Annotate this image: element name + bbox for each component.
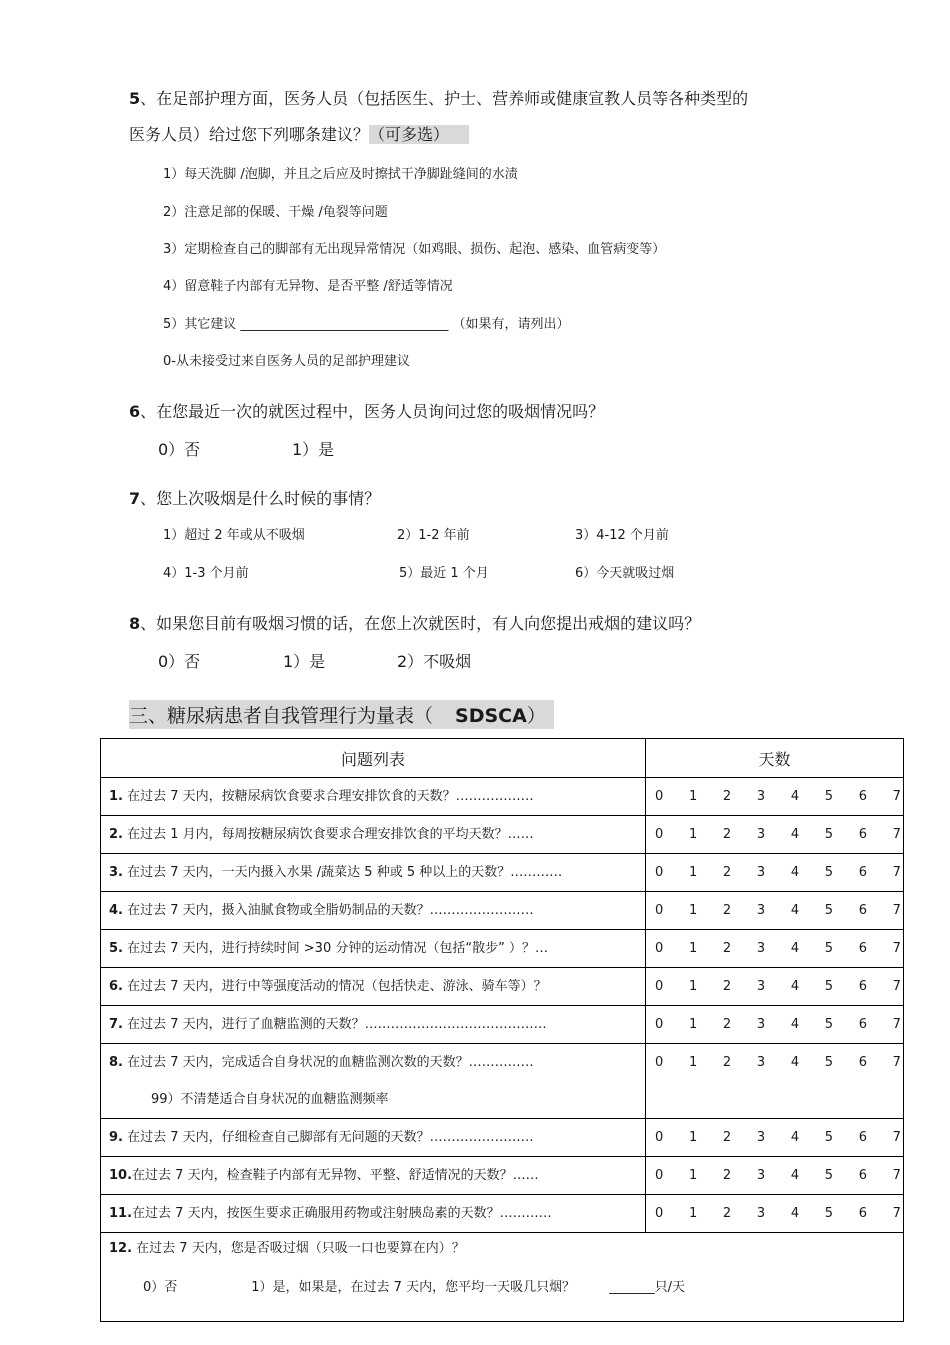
day-option-6[interactable]: 6 (858, 1017, 867, 1032)
q12-text: 在过去 7 天内，您是否吸过烟（只吸一口也要算在内）？ (132, 1241, 465, 1256)
q5-option-5[interactable]: 5）其它建议 ________________________________ （如果有，请列出） (163, 317, 570, 332)
day-option-0[interactable]: 0 (655, 1017, 664, 1032)
q8-option-1[interactable]: 1）是 (283, 652, 326, 671)
day-option-1[interactable]: 1 (688, 1055, 698, 1070)
days-cell (646, 816, 904, 854)
question-number: 3. (109, 865, 123, 880)
question-cell (101, 854, 646, 892)
day-option-2[interactable]: 2 (722, 1017, 732, 1032)
q7-option-1[interactable]: 1）超过 2 年或从不吸烟 (163, 528, 305, 543)
day-option-0[interactable]: 0 (655, 1168, 664, 1183)
q7-option-2[interactable]: 2）1-2 年前 (397, 528, 470, 543)
day-option-3[interactable]: 3 (756, 941, 766, 956)
day-option-6[interactable]: 6 (858, 865, 867, 880)
q7-option-4[interactable]: 4）1-3 个月前 (163, 566, 249, 581)
q12-cell (101, 1233, 904, 1322)
q6-option-0[interactable]: 0）否 (158, 440, 201, 459)
day-option-1[interactable]: 1 (688, 1168, 698, 1183)
table-row (101, 854, 904, 892)
day-option-4[interactable]: 4 (790, 903, 800, 918)
day-option-6[interactable]: 6 (858, 1055, 867, 1070)
q5-text-line1: 、在足部护理方面，医务人员（包括医生、护士、营养师或健康宣教人员等各种类型的 (140, 89, 749, 108)
question-text: 在过去 7 天内，检查鞋子内部有无异物、平整、舒适情况的天数？…… (132, 1168, 539, 1183)
days-cell (646, 778, 904, 816)
days-cell (646, 854, 904, 892)
days-cell (646, 1195, 904, 1233)
day-option-6[interactable]: 6 (858, 903, 867, 918)
days-cell (646, 892, 904, 930)
table-row (101, 1006, 904, 1044)
q12-options (101, 1269, 903, 1307)
q5-option-3[interactable]: 3）定期检查自己的脚部有无出现异常情况（如鸡眼、损伤、起泡、感染、血管病变等） (163, 242, 666, 257)
day-option-3[interactable]: 3 (756, 979, 766, 994)
day-option-0[interactable]: 0 (655, 979, 664, 994)
days-cell (646, 1044, 904, 1119)
section-3-title (129, 700, 554, 729)
day-option-1[interactable]: 1 (688, 827, 698, 842)
question-number: 10. (109, 1168, 133, 1183)
day-option-2[interactable]: 2 (722, 1130, 732, 1145)
q8-option-0[interactable]: 0）否 (158, 652, 201, 671)
question-number: 8. (109, 1055, 123, 1070)
q12-option-0[interactable]: 0）否 (143, 1280, 178, 1295)
day-option-3[interactable]: 3 (756, 827, 766, 842)
day-option-0[interactable]: 0 (655, 1130, 664, 1145)
days-cell (646, 930, 904, 968)
day-option-1[interactable]: 1 (688, 789, 698, 804)
question-text: 在过去 7 天内，进行了血糖监测的天数？…………………………………… (122, 1017, 547, 1032)
day-option-5[interactable]: 5 (824, 941, 834, 956)
table-row (101, 1157, 904, 1195)
day-option-7[interactable]: 7 (892, 1130, 901, 1145)
day-option-6[interactable]: 6 (858, 979, 867, 994)
day-option-3[interactable]: 3 (756, 903, 766, 918)
day-option-4[interactable]: 4 (790, 1130, 800, 1145)
question-cell (101, 968, 646, 1006)
question-cell (101, 816, 646, 854)
day-option-7[interactable]: 7 (892, 865, 901, 880)
day-option-0[interactable]: 0 (655, 827, 664, 842)
q5-option-1[interactable]: 1）每天洗脚 /泡脚，并且之后应及时擦拭干净脚趾缝间的水渍 (163, 167, 518, 182)
day-option-2[interactable]: 2 (722, 1206, 732, 1221)
day-option-5[interactable]: 5 (824, 865, 834, 880)
section-3-title-prefix: 三、糖尿病患者自我管理行为量表（ (129, 705, 434, 727)
q12-cigarettes-per-day-blank[interactable]: _______只/天 (609, 1280, 685, 1295)
question-number: 4. (109, 903, 123, 918)
day-option-5[interactable]: 5 (824, 1130, 834, 1145)
day-option-5[interactable]: 5 (824, 979, 834, 994)
day-option-2[interactable]: 2 (722, 1055, 732, 1070)
day-option-6[interactable]: 6 (858, 789, 867, 804)
q7-number: 7 (129, 489, 141, 508)
q7-title (129, 486, 380, 509)
q6-number: 6 (129, 402, 141, 421)
question-text: 在过去 7 天内，按医生要求正确服用药物或注射胰岛素的天数？………… (132, 1206, 552, 1221)
day-option-5[interactable]: 5 (824, 1055, 834, 1070)
question-number: 1. (109, 789, 123, 804)
table-row (101, 1195, 904, 1233)
q8-title (129, 611, 700, 634)
question-cell (101, 930, 646, 968)
day-option-2[interactable]: 2 (722, 941, 732, 956)
question-number: 6. (109, 979, 123, 994)
table-row (101, 1119, 904, 1157)
day-option-4[interactable]: 4 (790, 789, 800, 804)
question-text: 在过去 1 月内，每周按糖尿病饮食要求合理安排饮食的平均天数？…… (122, 827, 534, 842)
question-number: 7. (109, 1017, 123, 1032)
header-question-list: 问题列表 (101, 739, 646, 778)
q5-option-2[interactable]: 2）注意足部的保暖、干燥 /龟裂等问题 (163, 205, 388, 220)
question-cell (101, 1006, 646, 1044)
day-option-6[interactable]: 6 (858, 941, 867, 956)
q6-text: 、在您最近一次的就医过程中，医务人员询问过您的吸烟情况吗？ (140, 402, 605, 421)
day-option-7[interactable]: 7 (892, 903, 901, 918)
day-option-2[interactable]: 2 (722, 979, 732, 994)
q6-title (129, 399, 604, 422)
day-option-4[interactable]: 4 (790, 1168, 800, 1183)
sdsca-table (100, 738, 904, 1322)
table-header-row (101, 739, 904, 778)
day-option-3[interactable]: 3 (756, 1206, 766, 1221)
q5-multi-select-note: （可多选） (369, 125, 469, 144)
day-option-4[interactable]: 4 (790, 1055, 800, 1070)
day-option-2[interactable]: 2 (722, 1168, 732, 1183)
q12-number: 12. (109, 1241, 133, 1256)
day-option-4[interactable]: 4 (790, 1206, 800, 1221)
day-option-0[interactable]: 0 (655, 903, 664, 918)
question-cell (101, 1119, 646, 1157)
day-option-2[interactable]: 2 (722, 827, 732, 842)
question-extra-option[interactable]: 99）不清楚适合自身状况的血糖监测频率 (151, 1092, 389, 1107)
day-option-0[interactable]: 0 (655, 865, 664, 880)
day-option-0[interactable]: 0 (655, 1055, 664, 1070)
question-text: 在过去 7 天内，按糖尿病饮食要求合理安排饮食的天数？……………… (122, 789, 534, 804)
day-option-5[interactable]: 5 (824, 903, 834, 918)
q7-option-3[interactable]: 3）4-12 个月前 (575, 528, 669, 543)
question-text: 在过去 7 天内，仔细检查自己脚部有无问题的天数？…………………… (122, 1130, 534, 1145)
days-cell (646, 1157, 904, 1195)
day-option-5[interactable]: 5 (824, 1168, 834, 1183)
q8-option-2[interactable]: 2）不吸烟 (397, 652, 472, 671)
question-text: 在过去 7 天内，完成适合自身状况的血糖监测次数的天数？…………… (122, 1055, 534, 1070)
day-option-3[interactable]: 3 (756, 1168, 766, 1183)
days-cell (646, 968, 904, 1006)
header-days: 天数 (646, 739, 904, 778)
table-row (101, 930, 904, 968)
day-option-4[interactable]: 4 (790, 941, 800, 956)
table-row-12 (101, 1233, 904, 1322)
day-option-1[interactable]: 1 (688, 1206, 698, 1221)
day-option-6[interactable]: 6 (858, 827, 867, 842)
day-option-2[interactable]: 2 (722, 865, 732, 880)
question-number: 2. (109, 827, 123, 842)
q7-text: 、您上次吸烟是什么时候的事情？ (140, 489, 381, 508)
question-number: 9. (109, 1130, 123, 1145)
q7-option-5[interactable]: 5）最近 1 个月 (399, 566, 489, 581)
section-3-title-code: SDSCA (455, 705, 527, 727)
day-option-1[interactable]: 1 (688, 865, 698, 880)
day-option-7[interactable]: 7 (892, 979, 901, 994)
section-3-title-suffix: ） (526, 705, 546, 727)
day-option-4[interactable]: 4 (790, 865, 800, 880)
day-option-4[interactable]: 4 (790, 979, 800, 994)
day-option-0[interactable]: 0 (655, 1206, 664, 1221)
question-cell (101, 1157, 646, 1195)
day-option-7[interactable]: 7 (892, 1168, 901, 1183)
q8-number: 8 (129, 614, 141, 633)
question-text: 在过去 7 天内，一天内摄入水果 /蔬菜达 5 种或 5 种以上的天数？………… (122, 865, 563, 880)
day-option-7[interactable]: 7 (892, 1055, 901, 1070)
day-option-5[interactable]: 5 (824, 827, 834, 842)
days-cell (646, 1006, 904, 1044)
q5-option-4[interactable]: 4）留意鞋子内部有无异物、是否平整 /舒适等情况 (163, 279, 453, 294)
days-cell (646, 1119, 904, 1157)
q5-line2 (129, 122, 469, 145)
table-row (101, 968, 904, 1006)
q12-option-1[interactable]: 1）是，如果是，在过去 7 天内，您平均一天吸几只烟？ (251, 1280, 576, 1295)
day-option-4[interactable]: 4 (790, 1017, 800, 1032)
day-option-1[interactable]: 1 (688, 1017, 698, 1032)
day-option-1[interactable]: 1 (688, 941, 698, 956)
day-option-6[interactable]: 6 (858, 1130, 867, 1145)
question-text: 在过去 7 天内，进行中等强度活动的情况（包括快走、游泳、骑车等）？ (122, 979, 547, 994)
day-option-3[interactable]: 3 (756, 865, 766, 880)
day-option-7[interactable]: 7 (892, 1017, 901, 1032)
question-number: 11. (109, 1206, 133, 1221)
question-number: 5. (109, 941, 123, 956)
table-row (101, 778, 904, 816)
day-option-2[interactable]: 2 (722, 789, 732, 804)
table-row (101, 1044, 904, 1119)
q12-question (101, 1233, 903, 1269)
day-option-7[interactable]: 7 (892, 941, 901, 956)
day-option-5[interactable]: 5 (824, 1017, 834, 1032)
q6-option-1[interactable]: 1）是 (292, 440, 335, 459)
day-option-5[interactable]: 5 (824, 789, 834, 804)
question-cell (101, 892, 646, 930)
question-cell (101, 778, 646, 816)
day-option-5[interactable]: 5 (824, 1206, 834, 1221)
day-option-1[interactable]: 1 (688, 1130, 698, 1145)
day-option-6[interactable]: 6 (858, 1168, 867, 1183)
q5-option-0[interactable]: 0-从未接受过来自医务人员的足部护理建议 (163, 354, 410, 369)
day-option-7[interactable]: 7 (892, 789, 901, 804)
q7-option-6[interactable]: 6）今天就吸过烟 (575, 566, 675, 581)
day-option-3[interactable]: 3 (756, 789, 766, 804)
q5-number: 5 (129, 89, 141, 108)
day-option-0[interactable]: 0 (655, 789, 664, 804)
q8-text: 、如果您目前有吸烟习惯的话，在您上次就医时，有人向您提出戒烟的建议吗？ (140, 614, 701, 633)
day-option-3[interactable]: 3 (756, 1130, 766, 1145)
day-option-7[interactable]: 7 (892, 827, 901, 842)
question-text: 在过去 7 天内，摄入油腻食物或全脂奶制品的天数？…………………… (122, 903, 534, 918)
day-option-1[interactable]: 1 (688, 979, 698, 994)
question-cell (101, 1044, 646, 1119)
day-option-1[interactable]: 1 (688, 903, 698, 918)
question-text: 在过去 7 天内，进行持续时间 >30 分钟的运动情况（包括“散步” ）？… (122, 941, 548, 956)
day-option-2[interactable]: 2 (722, 903, 732, 918)
day-option-6[interactable]: 6 (858, 1206, 867, 1221)
q5-line1 (129, 86, 748, 109)
question-cell (101, 1195, 646, 1233)
day-option-4[interactable]: 4 (790, 827, 800, 842)
day-option-3[interactable]: 3 (756, 1055, 766, 1070)
day-option-7[interactable]: 7 (892, 1206, 901, 1221)
day-option-3[interactable]: 3 (756, 1017, 766, 1032)
table-row (101, 892, 904, 930)
q5-text-line2: 医务人员）给过您下列哪条建议？ (129, 125, 370, 144)
day-option-0[interactable]: 0 (655, 941, 664, 956)
table-row (101, 816, 904, 854)
